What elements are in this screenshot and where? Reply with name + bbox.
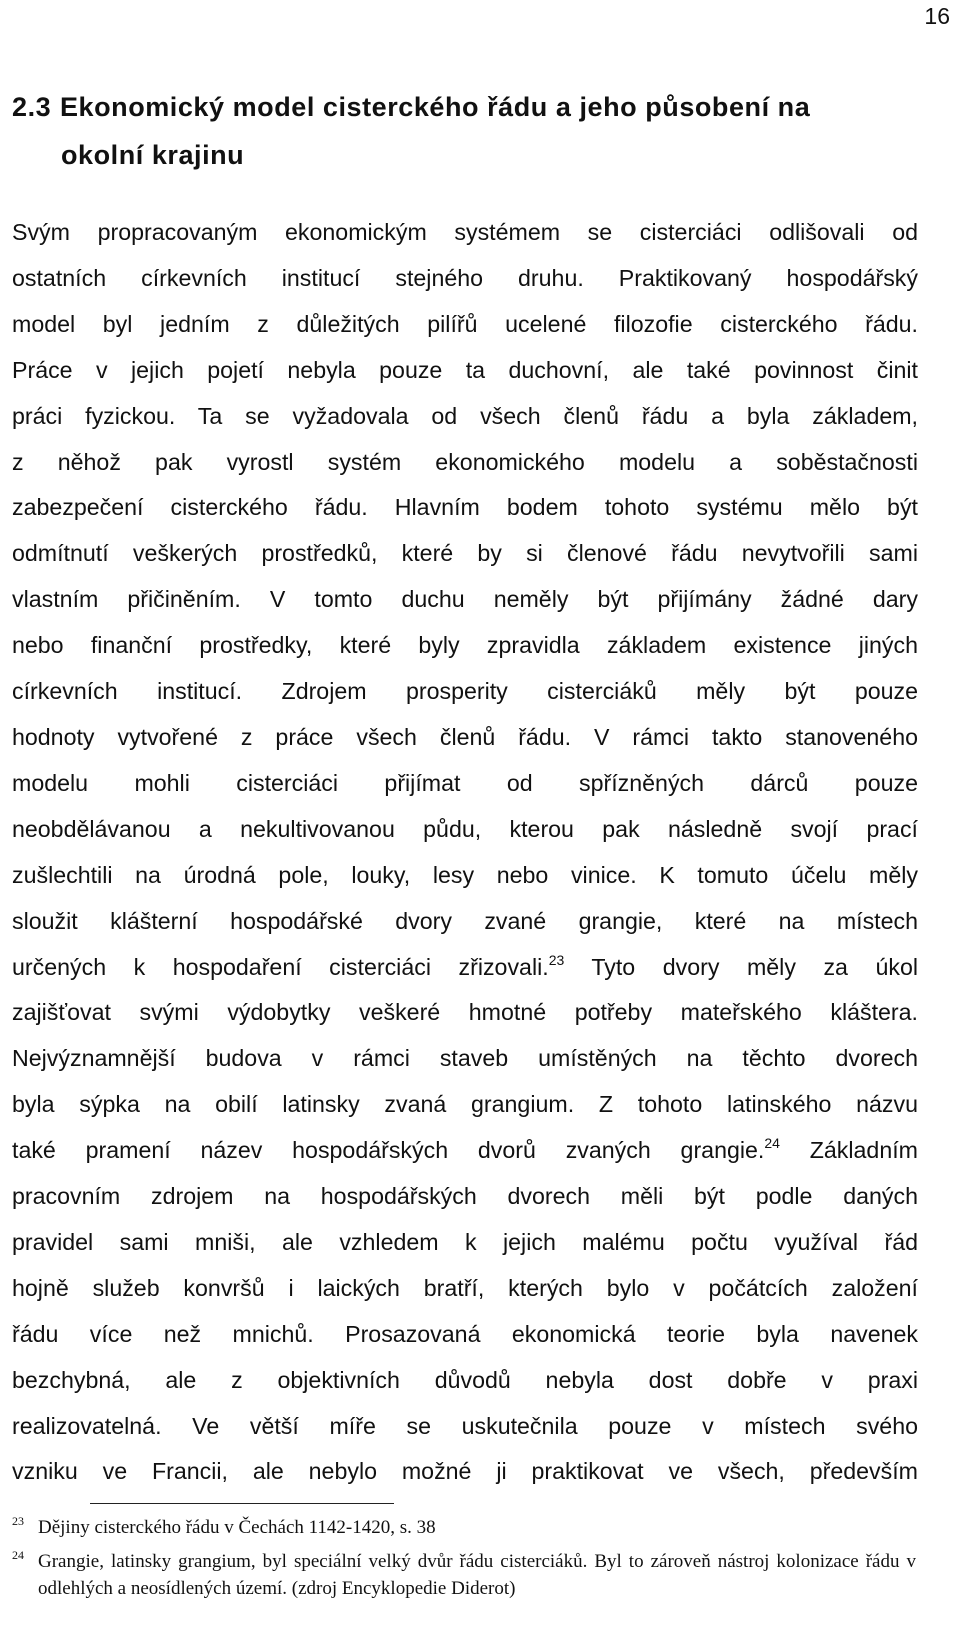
footnote-number: 23 [12,1514,24,1528]
paragraph-line: vlastním přičiněním. V tomto duchu neměly být přijímány žádné dary [12,586,918,613]
paragraph-line: práci fyzickou. Ta se vyžadovala od všech členů řádu a byla základem, [12,402,918,429]
paragraph-line: z něhož pak vyrostl systém ekonomického modelu a soběstačnosti [12,448,918,475]
paragraph-line-with-footnote-ref [12,945,918,991]
footnote-text: Grangie, latinsky grangium, byl speciální velký dvůr řádu cisterciáků. Byl to zároveň nástroj kolonizace řádu v odlehlých a neosídlených území. (zdroj Encyklopedie Diderot) [38,1551,916,1599]
paragraph-line: model byl jedním z důležitých pilířů ucelené filozofie cisterckého řádu. [12,310,918,337]
paragraph-line: zabezpečení cisterckého řádu. Hlavním bodem tohoto systému mělo být [12,494,918,521]
paragraph-line: bezchybná, ale z objektivních důvodů nebyla dost dobře v praxi [12,1366,918,1393]
paragraph-line: modelu mohli cisterciáci přijímat od spřízněných dárců pouze [12,769,918,796]
paragraph-line: Nejvýznamnější budova v rámci staveb umístěných na těchto dvorech [12,1045,918,1072]
paragraph-line: Práce v jejich pojetí nebyla pouze ta duchovní, ale také povinnost činit [12,356,918,383]
paragraph-line: řádu více než mnichů. Prosazovaná ekonomická teorie byla navenek [12,1320,918,1347]
footnote-number: 24 [12,1548,24,1562]
paragraph-line: zušlechtili na úrodná pole, louky, lesy nebo vinice. K tomuto účelu měly [12,861,918,888]
paragraph-line: Svým propracovaným ekonomickým systémem se cisterciáci odlišovali od [12,219,918,245]
paragraph-line: odmítnutí veškerých prostředků, které by si členové řádu nevytvořili sami [12,540,918,567]
footnote-text: Dějiny cisterckého řádu v Čechách 1142-1420, s. 38 [38,1517,436,1538]
line-text: Základním [779,1137,918,1164]
body-paragraph [12,210,918,1495]
paragraph-line: pravidel sami mniši, ale vzhledem k jejich malému počtu využíval řád [12,1228,918,1255]
paragraph-line: hodnoty vytvořené z práce všech členů řádu. V rámci takto stanoveného [12,723,918,750]
paragraph-line: zajišťovat svými výdobytky veškeré hmotné potřeby mateřského kláštera. [12,999,918,1026]
line-text: také pramení název hospodářských dvorů zvaných grangie. [12,1137,765,1164]
section-heading [12,83,928,179]
footnote-separator [90,1503,394,1504]
paragraph-line: sloužit klášterní hospodářské dvory zvané grangie, které na místech [12,907,918,934]
line-text: určených k hospodaření cisterciáci zřizovali. [12,953,549,980]
footnote-ref-24[interactable]: 24 [764,1135,780,1152]
paragraph-line: nebo finanční prostředky, které byly zpravidla základem existence jiných [12,632,918,659]
paragraph-line: ostatních církevních institucí stejného druhu. Praktikovaný hospodářský [12,264,918,291]
paragraph-line: vzniku ve Francii, ale nebylo možné ji praktikovat ve všech, především [12,1458,918,1485]
section-number: 2.3 [12,92,52,122]
section-title-line-1: Ekonomický model cisterckého řádu a jeho působení na [60,92,811,122]
paragraph-line: církevních institucí. Zdrojem prosperity cisterciáků měly být pouze [12,678,918,705]
paragraph-line: pracovním zdrojem na hospodářských dvorech měli být podle daných [12,1183,918,1210]
line-text: Tyto dvory měly za úkol [564,953,918,980]
page-number: 16 [924,3,950,29]
paragraph-line: neobdělávanou a nekultivovanou půdu, kterou pak následně svojí prací [12,815,918,842]
section-title-line-2: okolní krajinu [61,140,245,170]
footnote-23 [12,1514,916,1541]
paragraph-line: byla sýpka na obilí latinsky zvaná grangium. Z tohoto latinského názvu [12,1091,918,1118]
paragraph-line: hojně služeb konvršů i laických bratří, kterých bylo v počátcích založení [12,1274,918,1301]
paragraph-line-with-footnote-ref [12,1128,918,1174]
paragraph-line: realizovatelná. Ve větší míře se uskutečnila pouze v místech svého [12,1412,918,1439]
footnote-ref-23[interactable]: 23 [548,951,565,968]
footnote-24 [12,1548,916,1602]
